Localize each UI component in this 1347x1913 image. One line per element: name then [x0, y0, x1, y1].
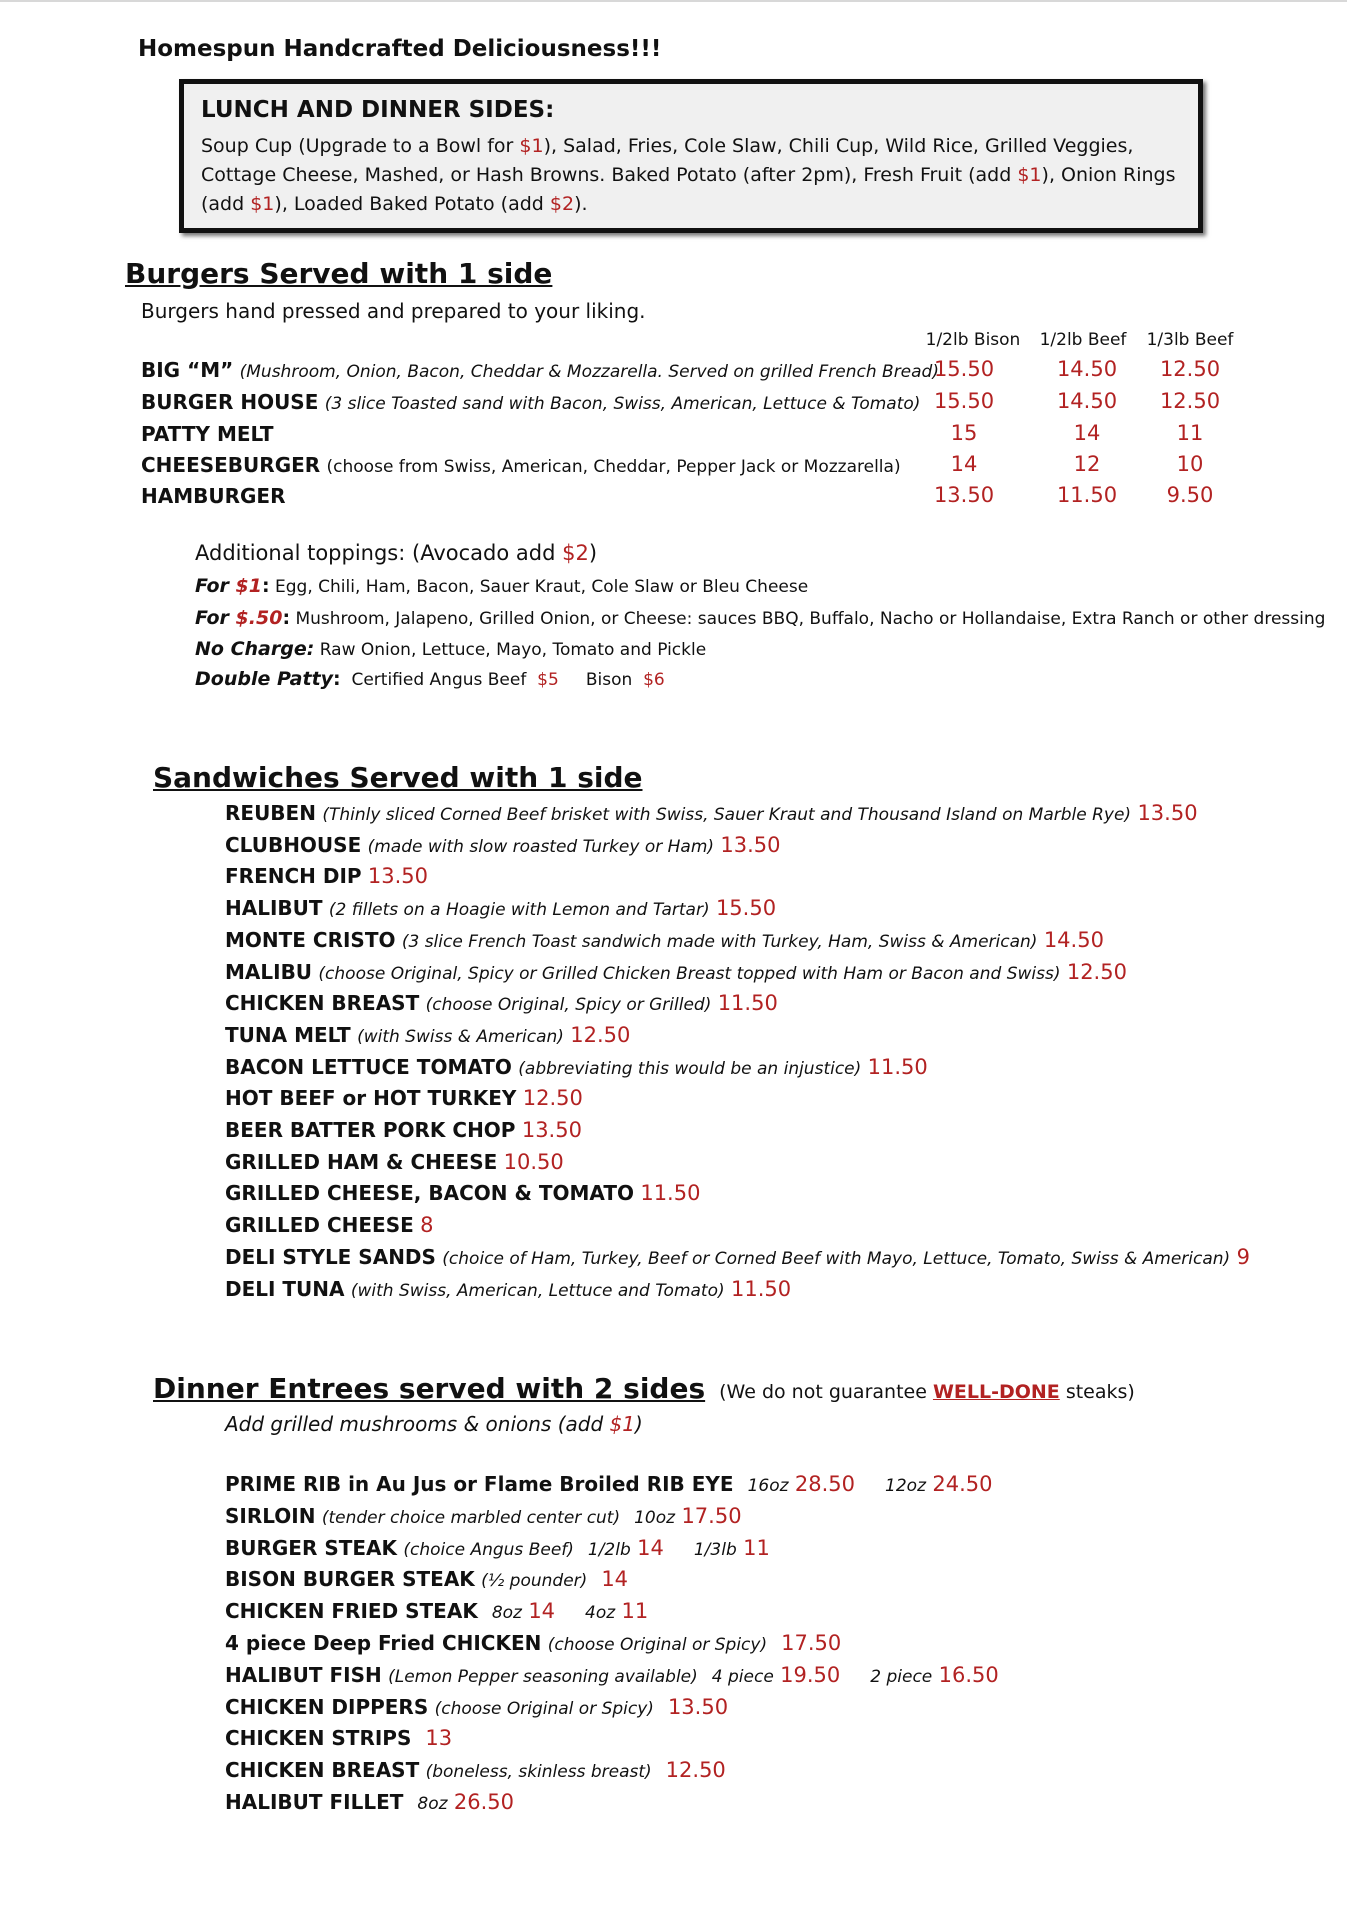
- dinner-option: [748, 1472, 855, 1496]
- toppings-title: Additional toppings: (Avocado add $2): [195, 541, 598, 565]
- sandwich-price: 9: [1236, 1244, 1250, 1269]
- burger-price: 15.50: [933, 357, 995, 381]
- dinner-row: [225, 1504, 742, 1528]
- dinner-name: 4 piece Deep Fried CHICKEN: [225, 1631, 542, 1655]
- burger-price: 12.50: [1159, 357, 1221, 381]
- dinner-price: 14: [637, 1535, 664, 1560]
- dinner-option: [694, 1536, 770, 1560]
- sides-box: [179, 79, 1203, 233]
- sandwich-row: [225, 833, 781, 857]
- burger-row: [141, 422, 274, 446]
- sandwich-name: MALIBU: [225, 959, 313, 984]
- sandwich-price: 11.50: [717, 991, 778, 1016]
- sandwich-name: TUNA MELT: [225, 1022, 351, 1047]
- sandwich-name: REUBEN: [225, 801, 316, 825]
- sandwich-row: [225, 896, 776, 920]
- dinner-size: 12oz: [885, 1476, 926, 1496]
- sandwich-desc: (with Swiss, American, Lettuce and Tomato): [350, 1280, 725, 1301]
- dinner-row: [225, 1536, 770, 1560]
- sides-title: LUNCH AND DINNER SIDES:: [201, 97, 555, 123]
- sandwich-price: 15.50: [715, 896, 777, 921]
- sandwich-desc: (choose Original, Spicy or Grilled Chicken Breast topped with Ham or Bacon and Swiss): [318, 963, 1061, 984]
- sandwich-row: [225, 1213, 434, 1237]
- dinner-row: [225, 1790, 514, 1814]
- sandwich-name: BACON LETTUCE TOMATO: [225, 1054, 512, 1079]
- col-header-third-beef: 1/3lb Beef: [1146, 330, 1234, 350]
- burger-row: [141, 484, 285, 508]
- dinner-name: HALIBUT FISH: [225, 1662, 382, 1687]
- sandwich-desc: (abbreviating this would be an injustice): [518, 1058, 862, 1079]
- dinner-size: 4 piece: [711, 1666, 774, 1687]
- burger-price: 14.50: [1056, 357, 1118, 381]
- dinner-row: [225, 1695, 728, 1719]
- dinner-name: PRIME RIB in Au Jus or Flame Broiled RIB EYE: [225, 1472, 734, 1496]
- col-header-bison: 1/2lb Bison: [925, 330, 1021, 350]
- burgers-heading: Burgers Served with 1 side: [125, 257, 553, 290]
- sandwich-row: [225, 864, 428, 888]
- dinner-price: 19.50: [780, 1662, 841, 1687]
- burger-price: 13.50: [933, 483, 995, 507]
- burger-price: 15.50: [933, 389, 995, 413]
- dinner-price: 13.50: [667, 1694, 729, 1719]
- sandwich-price: 11.50: [730, 1276, 792, 1301]
- burger-price: 11.50: [1056, 483, 1118, 507]
- sandwich-price: 11.50: [640, 1181, 701, 1206]
- dinner-size: 4oz: [585, 1603, 616, 1624]
- dinner-row: [225, 1599, 648, 1623]
- dinner-addon: Add grilled mushrooms & onions (add $1): [225, 1412, 643, 1436]
- sandwich-desc: (2 fillets on a Hoagie with Lemon and Tartar): [328, 900, 710, 921]
- dinner-row: [225, 1663, 999, 1687]
- dinner-option: [417, 1790, 514, 1814]
- sandwich-desc: (Thinly sliced Corned Beef brisket with Swiss, Sauer Kraut and Thousand Island on Marble Rye): [322, 805, 1132, 825]
- toppings-no-charge: No Charge: Raw Onion, Lettuce, Mayo, Tomato and Pickle: [195, 638, 707, 660]
- sandwich-desc: (with Swiss & American): [357, 1026, 564, 1047]
- burger-price: 10: [1176, 452, 1204, 476]
- sandwich-price: 13.50: [521, 1118, 582, 1142]
- burger-price: 14: [950, 452, 978, 476]
- dinner-price: 16.50: [938, 1662, 999, 1687]
- dinner-row: [225, 1726, 452, 1750]
- sandwich-price: 11.50: [867, 1054, 928, 1079]
- tagline: Homespun Handcrafted Deliciousness!!!: [138, 36, 662, 62]
- sandwich-price: 12.50: [1066, 959, 1127, 984]
- sandwich-price: 13.50: [720, 832, 781, 857]
- sandwich-row: [225, 1150, 564, 1174]
- sandwich-row: [225, 1023, 630, 1047]
- sandwich-price: 14.50: [1043, 927, 1104, 952]
- sandwich-row: [225, 1086, 583, 1110]
- dinner-size: 16oz: [747, 1476, 789, 1496]
- burger-row: [141, 358, 939, 382]
- dinner-name: SIRLOIN: [225, 1503, 316, 1528]
- sandwich-row: [225, 1277, 791, 1301]
- dinner-desc: (choose Original or Spicy): [547, 1635, 768, 1655]
- sandwich-desc: (choice of Ham, Turkey, Beef or Corned Beef with Mayo, Lettuce, Tomato, Swiss & American): [442, 1248, 1231, 1269]
- sandwich-desc: (choose Original, Spicy or Grilled): [425, 995, 712, 1016]
- dinner-name: CHICKEN FRIED STEAK: [225, 1599, 478, 1624]
- dinner-option: [712, 1663, 840, 1687]
- sandwich-name: MONTE CRISTO: [225, 927, 396, 952]
- sandwich-name: CLUBHOUSE: [225, 832, 362, 857]
- burger-row: [141, 453, 901, 477]
- dinner-option: [585, 1599, 648, 1623]
- sandwich-row: [225, 1245, 1250, 1269]
- burger-price: 9.50: [1166, 483, 1214, 507]
- sandwich-desc: (3 slice French Toast sandwich made with Turkey, Ham, Swiss & American): [401, 931, 1038, 952]
- dinner-price: 14: [601, 1567, 629, 1592]
- sandwich-row: [225, 801, 1198, 825]
- burger-name: BURGER HOUSE: [141, 390, 319, 414]
- burger-desc: (3 slice Toasted sand with Bacon, Swiss, American, Lettuce & Tomato): [324, 394, 921, 414]
- dinner-price: 28.50: [794, 1472, 856, 1496]
- dinner-row: [225, 1631, 841, 1655]
- dinner-price: 14: [528, 1599, 556, 1624]
- sandwich-row: [225, 991, 778, 1015]
- dinner-size: 1/2lb: [587, 1539, 631, 1560]
- dinner-option: [634, 1504, 741, 1528]
- sides-description: Soup Cup (Upgrade to a Bowl for $1), Salad, Fries, Cole Slaw, Chili Cup, Wild Rice, Grilled Veggies, Cottage Cheese, Mashed, or Hash Browns. Baked Potato (after 2pm), Fresh Fruit (add $1), Onion Rings (add $1), Loaded Baked Potato (add $2).: [201, 135, 1176, 215]
- burger-desc: (choose from Swiss, American, Cheddar, Pepper Jack or Mozzarella): [326, 457, 901, 477]
- burger-price: 14.50: [1056, 389, 1118, 413]
- sandwich-name: GRILLED CHEESE: [225, 1213, 414, 1238]
- sandwich-price: 12.50: [522, 1086, 583, 1111]
- dinner-name: BURGER STEAK: [225, 1535, 398, 1560]
- dinner-option: [870, 1663, 998, 1687]
- sandwich-name: HALIBUT: [225, 896, 323, 921]
- burger-name: BIG “M”: [141, 358, 234, 382]
- sandwich-row: [225, 928, 1104, 952]
- sandwich-name: CHICKEN BREAST: [225, 991, 420, 1016]
- dinner-size: 8oz: [491, 1603, 522, 1624]
- dinner-option: [601, 1567, 628, 1591]
- dinner-price: 12.50: [665, 1758, 726, 1783]
- dinner-price: 17.50: [681, 1503, 742, 1528]
- dinner-row: [225, 1472, 992, 1496]
- burger-price: 15: [950, 421, 978, 445]
- sandwich-name: BEER BATTER PORK CHOP: [225, 1118, 516, 1142]
- toppings-for1: For $1: Egg, Chili, Ham, Bacon, Sauer Kraut, Cole Slaw or Bleu Cheese: [195, 575, 809, 597]
- dinner-desc: (choice Angus Beef): [403, 1539, 574, 1560]
- dinner-desc: (tender choice marbled center cut): [321, 1507, 621, 1528]
- dinner-option: [666, 1758, 726, 1782]
- dinner-price: 17.50: [781, 1631, 842, 1655]
- toppings-for50: For $.50: Mushroom, Jalapeno, Grilled Onion, or Cheese: sauces BBQ, Buffalo, Nacho or Hollandaise, Extra Ranch or other dressing: [195, 607, 1326, 629]
- sandwich-desc: (made with slow roasted Turkey or Ham): [367, 836, 715, 857]
- burger-desc: (Mushroom, Onion, Bacon, Cheddar & Mozzarella. Served on grilled French Bread): [239, 362, 939, 382]
- dinner-option: [492, 1599, 555, 1623]
- sandwich-price: 13.50: [367, 864, 429, 889]
- dinner-row: [225, 1758, 726, 1782]
- sandwich-name: HOT BEEF or HOT TURKEY: [225, 1086, 517, 1111]
- sandwich-name: FRENCH DIP: [225, 864, 362, 889]
- dinner-option: [781, 1631, 841, 1655]
- burgers-subtitle: Burgers hand pressed and prepared to your liking.: [141, 299, 646, 323]
- toppings-double-patty: Double Patty: Certified Angus Beef $5 Bison $6: [195, 668, 665, 690]
- dinner-name: CHICKEN BREAST: [225, 1758, 420, 1783]
- dinner-size: 8oz: [417, 1794, 448, 1814]
- dinner-name: CHICKEN STRIPS: [225, 1726, 412, 1751]
- burger-price: 12.50: [1159, 389, 1221, 413]
- burger-price: 11: [1176, 421, 1204, 445]
- sandwich-name: GRILLED CHEESE, BACON & TOMATO: [225, 1181, 634, 1206]
- dinner-price: 26.50: [453, 1790, 515, 1814]
- dinner-size: 2 piece: [870, 1666, 933, 1687]
- sandwich-row: [225, 1118, 582, 1142]
- top-divider: [0, 0, 1347, 2]
- dinner-price: 11: [743, 1535, 770, 1560]
- dinner-size: 1/3lb: [693, 1539, 737, 1560]
- sandwich-price: 10.50: [503, 1149, 564, 1174]
- sandwich-row: [225, 960, 1127, 984]
- sandwich-name: DELI TUNA: [225, 1276, 345, 1301]
- burger-name: CHEESEBURGER: [141, 453, 321, 477]
- burger-price: 12: [1073, 452, 1101, 476]
- dinner-heading: Dinner Entrees served with 2 sides: [153, 1372, 706, 1405]
- sandwich-row: [225, 1181, 700, 1205]
- burger-row: [141, 390, 920, 414]
- dinner-name: BISON BURGER STEAK: [225, 1567, 475, 1592]
- dinner-name: CHICKEN DIPPERS: [225, 1694, 429, 1719]
- sandwich-name: GRILLED HAM & CHEESE: [225, 1149, 498, 1174]
- dinner-name: HALIBUT FILLET: [225, 1790, 404, 1814]
- dinner-price: 11: [621, 1599, 649, 1624]
- dinner-option: [668, 1695, 728, 1719]
- dinner-option: [425, 1726, 452, 1750]
- dinner-desc: (boneless, skinless breast): [425, 1762, 652, 1783]
- burger-name: PATTY MELT: [141, 422, 274, 446]
- dinner-desc: (choose Original or Spicy): [434, 1698, 654, 1719]
- sandwich-name: DELI STYLE SANDS: [225, 1244, 436, 1269]
- dinner-size: 10oz: [634, 1507, 676, 1528]
- sandwich-price: 12.50: [570, 1022, 631, 1047]
- sandwich-price: 13.50: [1137, 801, 1198, 825]
- burger-price: 14: [1073, 421, 1101, 445]
- dinner-option: [588, 1536, 664, 1560]
- sandwich-price: 8: [420, 1213, 434, 1238]
- dinner-row: [225, 1567, 628, 1591]
- dinner-option: [885, 1472, 992, 1496]
- dinner-price: 13: [425, 1726, 453, 1751]
- dinner-price: 24.50: [932, 1472, 993, 1496]
- sandwich-row: [225, 1055, 928, 1079]
- dinner-desc: (½ pounder): [481, 1571, 588, 1592]
- dinner-heading-row: [153, 1372, 1135, 1405]
- well-done-note: (We do not guarantee WELL-DONE steaks): [719, 1381, 1135, 1403]
- col-header-half-beef: 1/2lb Beef: [1039, 330, 1127, 350]
- burger-name: HAMBURGER: [141, 484, 286, 508]
- sandwiches-heading: Sandwiches Served with 1 side: [153, 761, 643, 794]
- dinner-desc: (Lemon Pepper seasoning available): [388, 1666, 698, 1687]
